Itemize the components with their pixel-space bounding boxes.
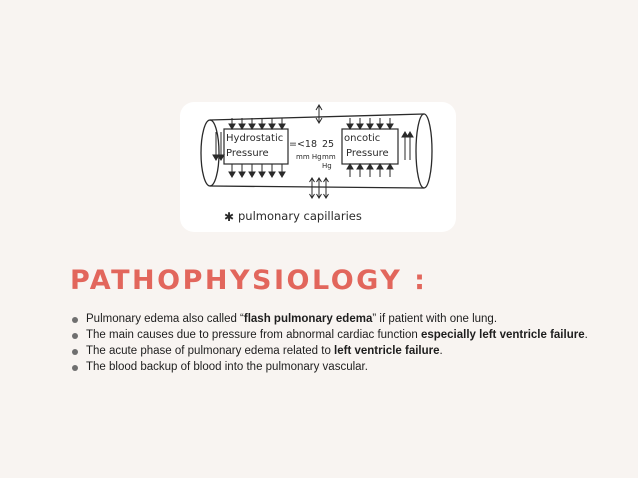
pressure-right-label: Pressure — [346, 148, 389, 159]
mid-left-value: =<18 — [289, 139, 318, 150]
arrowhead-icon — [367, 164, 373, 169]
arrowhead-icon — [229, 124, 235, 129]
arrowhead-icon — [259, 124, 265, 129]
section-heading: PATHOPHYSIOLOGY : — [70, 265, 428, 296]
arrowhead-icon — [269, 124, 275, 129]
bullet-bold: flash pulmonary edema — [243, 313, 373, 325]
mid-right-value: 25 — [322, 139, 335, 150]
arrowhead-icon — [249, 172, 255, 177]
mid-right-unit-1: mm — [322, 153, 336, 161]
bullet-tail: . — [439, 345, 443, 357]
oncotic-label: oncotic — [344, 133, 381, 144]
list-item — [70, 344, 590, 359]
arrowhead-icon — [239, 124, 245, 129]
arrowhead-icon — [347, 164, 353, 169]
arrowhead-icon — [387, 124, 393, 129]
arrowhead-icon — [377, 164, 383, 169]
bullet-dot-icon — [72, 365, 78, 371]
hydrostatic-label: Hydrostatic — [226, 133, 284, 144]
arrowhead-icon — [269, 172, 275, 177]
bullet-bold: especially left ventricle failure — [420, 329, 585, 341]
arrowhead-icon — [357, 164, 363, 169]
list-item — [70, 312, 590, 327]
arrowhead-icon — [347, 124, 353, 129]
bullet-text: The main causes due to pressure from abnormal cardiac function — [86, 329, 421, 341]
mid-left-unit: mm Hg — [296, 153, 322, 161]
figure-caption: pulmonary capillaries — [238, 209, 362, 223]
bullet-dot-icon — [72, 349, 78, 355]
bullet-text: Pulmonary edema also called “ — [86, 313, 244, 325]
capillary-drawing — [180, 102, 456, 232]
arrowhead-icon — [357, 124, 363, 129]
list-item — [70, 360, 590, 375]
mid-right-unit-2: Hg — [322, 162, 332, 170]
pulmonary-capillary-diagram — [180, 102, 456, 232]
arrowhead-icon — [387, 164, 393, 169]
arrowhead-icon — [279, 124, 285, 129]
bullet-text: The acute phase of pulmonary edema related to — [86, 345, 335, 357]
bullet-text: The blood backup of blood into the pulmonary vascular. — [86, 361, 368, 373]
arrowhead-icon — [377, 124, 383, 129]
bullet-dot-icon — [72, 333, 78, 339]
bullet-tail: ” if patient with one lung. — [372, 313, 498, 325]
bullet-dot-icon — [72, 317, 78, 323]
arrowhead-icon — [407, 132, 413, 137]
star-icon: ✱ — [224, 210, 235, 224]
list-item — [70, 328, 590, 343]
arrowhead-icon — [367, 124, 373, 129]
arrowhead-icon — [259, 172, 265, 177]
bullet-list — [70, 312, 590, 376]
arrowhead-icon — [229, 172, 235, 177]
arrowhead-icon — [279, 172, 285, 177]
bullet-tail: . — [584, 329, 588, 341]
arrowhead-icon — [239, 172, 245, 177]
bullet-bold: left ventricle failure — [334, 345, 440, 357]
arrowhead-icon — [249, 124, 255, 129]
pressure-left-label: Pressure — [226, 148, 269, 159]
